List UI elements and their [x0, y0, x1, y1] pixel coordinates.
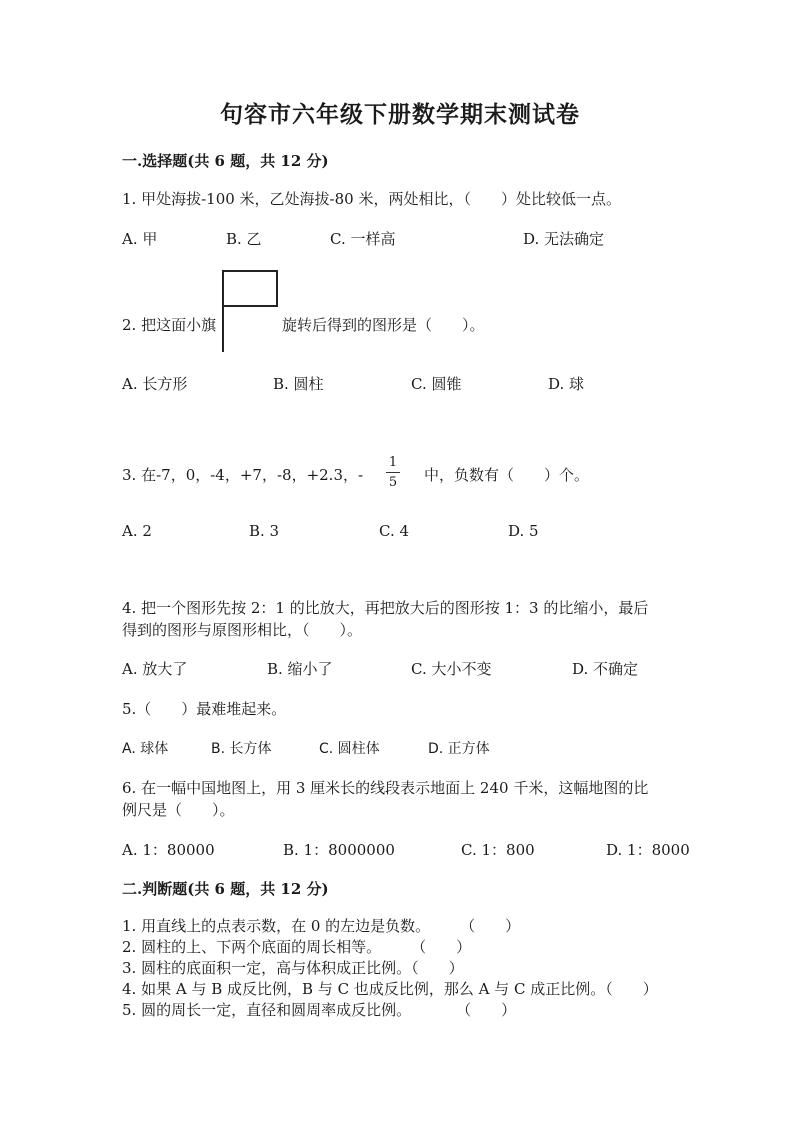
flag-figure: [220, 270, 280, 354]
page-title: 句容市六年级下册数学期末测试卷: [220, 101, 580, 128]
question-3-option-a: A. 2: [122, 522, 152, 540]
question-3-option-c: C. 4: [379, 522, 410, 540]
question-4-line-1: 4. 把一个图形先按 2：1 的比放大，再把放大后的图形按 1：3 的比缩小，最后: [122, 599, 649, 617]
question-5-option-a: A. 球体: [122, 741, 169, 757]
question-2-option-d: D. 球: [548, 375, 585, 393]
question-3-text-before: 3. 在-7，0，-4，+7，-8，+2.3，-: [122, 466, 364, 484]
question-6-line-1: 6. 在一幅中国地图上，用 3 厘米长的线段表示地面上 240 千米，这幅地图的比: [122, 779, 649, 797]
question-2-text-after: 旋转后得到的图形是（ ）。: [282, 316, 485, 334]
tf-item-5: 5. 圆的周长一定，直径和圆周率成反比例。 （ ）: [122, 1001, 517, 1019]
question-4-option-b: B. 缩小了: [267, 660, 333, 678]
tf-item-2: 2. 圆柱的上、下两个底面的周长相等。 （ ）: [122, 938, 472, 956]
question-3-text-after: 中，负数有（ ）个。: [424, 466, 590, 484]
question-1-text: 1. 甲处海拔-100 米，乙处海拔-80 米，两处相比，（ ）处比较低一点。: [122, 190, 621, 208]
question-4-option-c: C. 大小不变: [411, 660, 492, 678]
question-5-option-c: C. 圆柱体: [319, 741, 380, 757]
question-2-option-b: B. 圆柱: [273, 375, 324, 393]
question-5-option-b: B. 长方体: [211, 741, 272, 757]
question-6-option-b: B. 1：8000000: [283, 841, 395, 859]
question-3-option-d: D. 5: [508, 522, 539, 540]
question-6-option-c: C. 1：800: [461, 841, 535, 859]
fraction-numerator: 1: [388, 455, 398, 470]
question-5-option-d: D. 正方体: [428, 741, 490, 757]
question-6-line-2: 例尺是（ ）。: [122, 801, 235, 819]
fraction-bar: [386, 472, 400, 473]
question-3-option-b: B. 3: [249, 522, 280, 540]
flag-cloth: [223, 271, 277, 306]
tf-item-3: 3. 圆柱的底面积一定，高与体积成正比例。（ ）: [122, 959, 464, 977]
section-heading-choice: 一.选择题(共 6 题，共 12 分): [122, 152, 329, 170]
tf-item-1: 1. 用直线上的点表示数，在 0 的左边是负数。 （ ）: [122, 917, 521, 935]
tf-item-4: 4. 如果 A 与 B 成反比例，B 与 C 也成反比例，那么 A 与 C 成正比例。（ ）: [122, 980, 658, 998]
question-1-option-a: A. 甲: [122, 230, 158, 248]
section-heading-true-false: 二.判断题(共 6 题，共 12 分): [122, 880, 329, 898]
question-4-option-d: D. 不确定: [572, 660, 639, 678]
question-6-option-d: D. 1：8000: [606, 841, 690, 859]
question-1-option-c: C. 一样高: [330, 230, 396, 248]
question-1-option-d: D. 无法确定: [523, 230, 605, 248]
question-2-option-c: C. 圆锥: [411, 375, 462, 393]
question-1-option-b: B. 乙: [226, 230, 262, 248]
question-6-option-a: A. 1：80000: [122, 841, 215, 859]
question-2-text-before: 2. 把这面小旗: [122, 316, 217, 334]
question-2-option-a: A. 长方形: [122, 375, 188, 393]
fraction-denominator: 5: [388, 475, 398, 490]
question-5-text: 5.（ ）最难堆起来。: [122, 700, 287, 718]
question-4-line-2: 得到的图形与原图形相比，（ ）。: [122, 621, 363, 639]
question-4-option-a: A. 放大了: [122, 660, 188, 678]
